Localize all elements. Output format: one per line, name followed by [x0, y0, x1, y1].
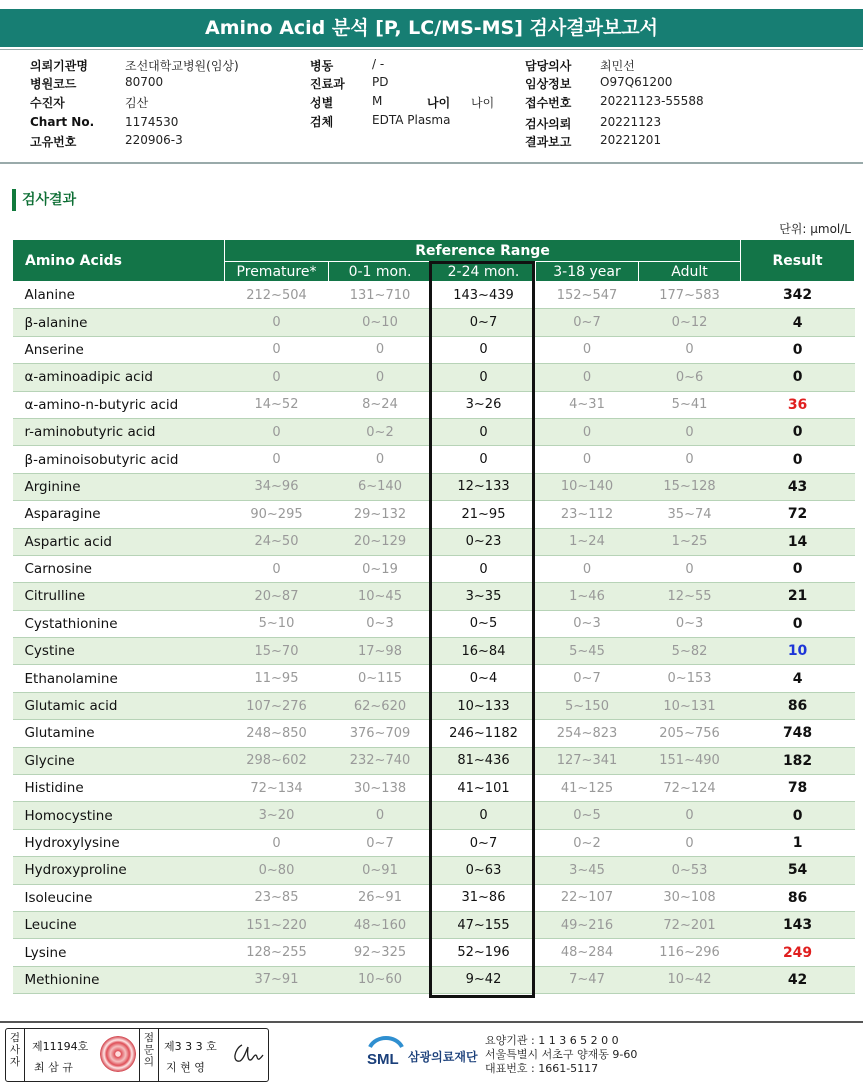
amino-acid-name: Lysine	[13, 939, 225, 966]
amino-acid-name: Asparagine	[13, 501, 225, 528]
reference-range-cell: 0	[329, 364, 432, 391]
report-title: Amino Acid 분석 [P, LC/MS-MS] 검사결과보고서	[0, 9, 863, 47]
info-label: 검체	[310, 115, 334, 129]
reference-range-cell: 48~284	[536, 939, 639, 966]
info-value: 최민선	[600, 59, 635, 73]
reference-range-cell: 23~112	[536, 501, 639, 528]
amino-acid-name: Glutamic acid	[13, 692, 225, 719]
reference-range-cell: 3~35	[432, 583, 536, 610]
reference-range-cell: 52~196	[432, 939, 536, 966]
result-cell: 42	[741, 966, 855, 993]
info-label: 접수번호	[525, 96, 572, 110]
reference-range-cell: 37~91	[225, 966, 329, 993]
divider	[24, 1029, 25, 1081]
info-label: Chart No.	[30, 115, 95, 129]
info-label: 의뢰기관명	[30, 59, 88, 73]
result-cell: 249	[741, 939, 855, 966]
table-row	[13, 336, 855, 363]
reference-range-cell: 31~86	[432, 884, 536, 911]
reference-range-cell: 10~140	[536, 473, 639, 500]
reference-range-cell: 107~276	[225, 692, 329, 719]
reference-range-cell: 22~107	[536, 884, 639, 911]
result-cell: 36	[741, 391, 855, 418]
info-label: 진료과	[310, 77, 345, 91]
reference-range-cell: 0	[639, 336, 741, 363]
amino-acid-name: Arginine	[13, 473, 225, 500]
reference-range-cell: 143~439	[432, 282, 536, 309]
reference-range-cell: 0~12	[639, 309, 741, 336]
reference-range-cell: 0~23	[432, 528, 536, 555]
reference-range-cell: 212~504	[225, 282, 329, 309]
table-row	[13, 720, 855, 747]
reference-range-cell: 10~45	[329, 583, 432, 610]
amino-acid-name: Ethanolamine	[13, 665, 225, 692]
result-cell: 14	[741, 528, 855, 555]
table-row	[13, 555, 855, 582]
reference-range-cell: 8~24	[329, 391, 432, 418]
reference-range-cell: 205~756	[639, 720, 741, 747]
reference-range-cell: 0	[225, 418, 329, 445]
reference-range-cell: 0	[639, 418, 741, 445]
reference-range-cell: 0~63	[432, 857, 536, 884]
result-cell: 4	[741, 665, 855, 692]
reference-range-cell: 5~45	[536, 638, 639, 665]
header-range-2: 2-24 mon.	[432, 262, 536, 282]
reference-range-cell: 0~91	[329, 857, 432, 884]
reference-range-cell: 23~85	[225, 884, 329, 911]
table-row	[13, 446, 855, 473]
result-cell: 342	[741, 282, 855, 309]
reference-range-cell: 0~80	[225, 857, 329, 884]
org-info	[485, 1034, 637, 1076]
reference-range-cell: 0~10	[329, 309, 432, 336]
table-row	[13, 775, 855, 802]
reference-range-cell: 3~45	[536, 857, 639, 884]
result-cell: 0	[741, 336, 855, 363]
table-row	[13, 391, 855, 418]
reference-range-cell: 20~129	[329, 528, 432, 555]
signature-box	[5, 1028, 269, 1082]
reference-range-cell: 72~134	[225, 775, 329, 802]
reference-range-cell: 5~150	[536, 692, 639, 719]
result-cell: 748	[741, 720, 855, 747]
reference-range-cell: 4~31	[536, 391, 639, 418]
info-value: 20221123	[600, 115, 662, 129]
reference-range-cell: 21~95	[432, 501, 536, 528]
reference-range-cell: 90~295	[225, 501, 329, 528]
reference-range-cell: 0	[432, 555, 536, 582]
org-name: 삼광의료재단	[408, 1050, 478, 1064]
reviewer-label: 점문의	[143, 1032, 155, 1068]
reference-range-cell: 0	[225, 336, 329, 363]
reference-range-cell: 0	[225, 364, 329, 391]
reference-range-cell: 0	[432, 446, 536, 473]
table-row	[13, 309, 855, 336]
reference-range-cell: 6~140	[329, 473, 432, 500]
reference-range-cell: 47~155	[432, 911, 536, 938]
reference-range-cell: 1~24	[536, 528, 639, 555]
result-cell: 72	[741, 501, 855, 528]
reference-range-cell: 0	[432, 364, 536, 391]
reference-range-cell: 0	[225, 829, 329, 856]
table-row	[13, 747, 855, 774]
reference-range-cell: 0~5	[432, 610, 536, 637]
table-row	[13, 418, 855, 445]
reference-range-cell: 0~7	[536, 665, 639, 692]
info-value: M	[372, 94, 383, 108]
reference-range-cell: 0~115	[329, 665, 432, 692]
reference-range-cell: 20~87	[225, 583, 329, 610]
amino-acid-name: β-aminoisobutyric acid	[13, 446, 225, 473]
reference-range-cell: 30~138	[329, 775, 432, 802]
reference-range-cell: 0	[225, 309, 329, 336]
amino-acid-name: Anserine	[13, 336, 225, 363]
reference-range-cell: 0	[329, 336, 432, 363]
table-row	[13, 966, 855, 993]
header-range-4: Adult	[639, 262, 741, 282]
reference-range-cell: 16~84	[432, 638, 536, 665]
reference-range-cell: 131~710	[329, 282, 432, 309]
examiner-name: 최 삼 규	[34, 1061, 73, 1074]
table-row	[13, 501, 855, 528]
results-table	[12, 239, 855, 994]
result-cell: 10	[741, 638, 855, 665]
info-value: PD	[372, 75, 389, 89]
table-row	[13, 857, 855, 884]
info-value: 1174530	[125, 115, 179, 129]
reference-range-cell: 298~602	[225, 747, 329, 774]
reference-range-cell: 128~255	[225, 939, 329, 966]
reference-range-cell: 17~98	[329, 638, 432, 665]
amino-acid-name: Histidine	[13, 775, 225, 802]
reference-range-cell: 10~60	[329, 966, 432, 993]
result-cell: 0	[741, 610, 855, 637]
examiner-number: 제11194호	[32, 1040, 89, 1053]
info-value: 20221201	[600, 133, 662, 147]
official-seal	[100, 1036, 136, 1072]
result-cell: 143	[741, 911, 855, 938]
org-info-line: 요양기관 : 1 1 3 6 5 2 0 0	[485, 1034, 619, 1047]
result-cell: 86	[741, 884, 855, 911]
amino-acid-name: r-aminobutyric acid	[13, 418, 225, 445]
reference-range-cell: 41~101	[432, 775, 536, 802]
footer-divider	[0, 1021, 863, 1023]
reference-range-cell: 0~7	[432, 829, 536, 856]
reference-range-cell: 12~133	[432, 473, 536, 500]
org-info-line: 대표번호 : 1661-5117	[485, 1062, 599, 1075]
info-label: 결과보고	[525, 135, 572, 149]
reference-range-cell: 30~108	[639, 884, 741, 911]
reference-range-cell: 248~850	[225, 720, 329, 747]
info-value: 80700	[125, 75, 164, 89]
table-row	[13, 364, 855, 391]
reference-range-cell: 127~341	[536, 747, 639, 774]
info-value: / -	[372, 57, 385, 71]
info-label: 수진자	[30, 96, 65, 110]
patient-info-panel	[0, 49, 863, 164]
table-row	[13, 282, 855, 309]
header-range-1: 0-1 mon.	[329, 262, 432, 282]
reference-range-cell: 0	[639, 446, 741, 473]
examiner-label: 검사자	[9, 1032, 21, 1068]
reference-range-cell: 1~46	[536, 583, 639, 610]
reference-range-cell: 0~2	[536, 829, 639, 856]
table-row	[13, 939, 855, 966]
table-row	[13, 884, 855, 911]
result-cell: 4	[741, 309, 855, 336]
sml-logo-icon	[366, 1033, 406, 1069]
reference-range-cell: 15~70	[225, 638, 329, 665]
info-value: 조선대학교병원(임상)	[125, 59, 239, 73]
reference-range-cell: 0	[536, 555, 639, 582]
header-reference-range: Reference Range	[225, 240, 741, 262]
table-row	[13, 911, 855, 938]
header-range-0: Premature*	[225, 262, 329, 282]
reference-range-cell: 14~52	[225, 391, 329, 418]
table-row	[13, 692, 855, 719]
amino-acid-name: Citrulline	[13, 583, 225, 610]
amino-acid-name: β-alanine	[13, 309, 225, 336]
reference-range-cell: 11~95	[225, 665, 329, 692]
info-label: 검사의뢰	[525, 117, 572, 131]
reference-range-cell: 0	[432, 802, 536, 829]
divider	[158, 1029, 159, 1081]
reference-range-cell: 10~131	[639, 692, 741, 719]
reference-range-cell: 5~41	[639, 391, 741, 418]
reference-range-cell: 376~709	[329, 720, 432, 747]
reference-range-cell: 15~128	[639, 473, 741, 500]
reference-range-cell: 0~7	[432, 309, 536, 336]
reference-range-cell: 9~42	[432, 966, 536, 993]
reference-range-cell: 152~547	[536, 282, 639, 309]
amino-acid-name: Glutamine	[13, 720, 225, 747]
reference-range-cell: 3~20	[225, 802, 329, 829]
info-label: 병동	[310, 59, 334, 73]
amino-acid-name: Cystathionine	[13, 610, 225, 637]
reference-range-cell: 0	[329, 446, 432, 473]
result-cell: 0	[741, 446, 855, 473]
reference-range-cell: 81~436	[432, 747, 536, 774]
table-row	[13, 610, 855, 637]
reference-range-cell: 72~201	[639, 911, 741, 938]
reference-range-cell: 0	[432, 336, 536, 363]
amino-acid-name: Carnosine	[13, 555, 225, 582]
info-label: 임상정보	[525, 77, 572, 91]
reference-range-cell: 246~1182	[432, 720, 536, 747]
svg-text:SML: SML	[367, 1051, 399, 1068]
reference-range-cell: 0	[639, 555, 741, 582]
amino-acid-name: Isoleucine	[13, 884, 225, 911]
reference-range-cell: 5~82	[639, 638, 741, 665]
amino-acid-name: Hydroxyproline	[13, 857, 225, 884]
result-cell: 78	[741, 775, 855, 802]
reference-range-cell: 177~583	[639, 282, 741, 309]
result-cell: 86	[741, 692, 855, 719]
reference-range-cell: 3~26	[432, 391, 536, 418]
signature-mark	[230, 1039, 266, 1069]
result-cell: 1	[741, 829, 855, 856]
reference-range-cell: 0~53	[639, 857, 741, 884]
reference-range-cell: 254~823	[536, 720, 639, 747]
reference-range-cell: 29~132	[329, 501, 432, 528]
section-title: 검사결과	[12, 189, 76, 211]
reference-range-cell: 34~96	[225, 473, 329, 500]
reference-range-cell: 12~55	[639, 583, 741, 610]
table-row	[13, 473, 855, 500]
table-row	[13, 829, 855, 856]
reference-range-cell: 0	[536, 418, 639, 445]
result-cell: 0	[741, 555, 855, 582]
reference-range-cell: 5~10	[225, 610, 329, 637]
info-label: 담당의사	[525, 59, 572, 73]
info-value: EDTA Plasma	[372, 113, 451, 127]
reference-range-cell: 10~42	[639, 966, 741, 993]
reference-range-cell: 0~4	[432, 665, 536, 692]
reference-range-cell: 62~620	[329, 692, 432, 719]
reviewer-name: 지 현 영	[166, 1061, 205, 1074]
reference-range-cell: 0	[536, 446, 639, 473]
info-value: O97Q61200	[600, 75, 673, 89]
reference-range-cell: 0	[639, 802, 741, 829]
reference-range-cell: 72~124	[639, 775, 741, 802]
info-value: 나이	[471, 96, 495, 110]
info-label: 고유번호	[30, 135, 77, 149]
table-row	[13, 583, 855, 610]
reviewer-number: 제3 3 3 호	[164, 1040, 217, 1053]
info-label: 성별	[310, 96, 334, 110]
reference-range-cell: 0	[225, 555, 329, 582]
result-cell: 0	[741, 418, 855, 445]
result-cell: 182	[741, 747, 855, 774]
reference-range-cell: 1~25	[639, 528, 741, 555]
reference-range-cell: 0~3	[329, 610, 432, 637]
reference-range-cell: 0~2	[329, 418, 432, 445]
header-amino-acids: Amino Acids	[13, 240, 225, 282]
info-value: 김산	[125, 96, 149, 110]
reference-range-cell: 0~6	[639, 364, 741, 391]
reference-range-cell: 0	[432, 418, 536, 445]
reference-range-cell: 0~3	[536, 610, 639, 637]
amino-acid-name: α-aminoadipic acid	[13, 364, 225, 391]
amino-acid-name: Homocystine	[13, 802, 225, 829]
result-cell: 43	[741, 473, 855, 500]
unit-label: 단위: μmol/L	[779, 222, 851, 236]
reference-range-cell: 35~74	[639, 501, 741, 528]
result-cell: 0	[741, 364, 855, 391]
amino-acid-name: Glycine	[13, 747, 225, 774]
reference-range-cell: 24~50	[225, 528, 329, 555]
table-row	[13, 638, 855, 665]
reference-range-cell: 10~133	[432, 692, 536, 719]
reference-range-cell: 0	[536, 364, 639, 391]
header-result: Result	[741, 240, 855, 282]
amino-acid-name: Leucine	[13, 911, 225, 938]
org-info-line: 서울특별시 서초구 양재동 9-60	[485, 1048, 638, 1061]
reference-range-cell: 0~19	[329, 555, 432, 582]
reference-range-cell: 0~3	[639, 610, 741, 637]
table-row	[13, 802, 855, 829]
info-label: 나이	[427, 96, 451, 110]
amino-acid-name: Aspartic acid	[13, 528, 225, 555]
reference-range-cell: 151~220	[225, 911, 329, 938]
amino-acid-name: α-amino-n-butyric acid	[13, 391, 225, 418]
reference-range-cell: 151~490	[639, 747, 741, 774]
reference-range-cell: 232~740	[329, 747, 432, 774]
amino-acid-name: Cystine	[13, 638, 225, 665]
amino-acid-name: Hydroxylysine	[13, 829, 225, 856]
reference-range-cell: 41~125	[536, 775, 639, 802]
reference-range-cell: 7~47	[536, 966, 639, 993]
table-row	[13, 528, 855, 555]
result-cell: 21	[741, 583, 855, 610]
reference-range-cell: 0	[329, 802, 432, 829]
info-value: 20221123-55588	[600, 94, 704, 108]
amino-acid-name: Alanine	[13, 282, 225, 309]
results-table-wrapper	[12, 239, 854, 994]
reference-range-cell: 0~5	[536, 802, 639, 829]
amino-acid-name: Methionine	[13, 966, 225, 993]
reference-range-cell: 116~296	[639, 939, 741, 966]
table-row	[13, 665, 855, 692]
reference-range-cell: 0	[225, 446, 329, 473]
divider	[139, 1029, 140, 1081]
reference-range-cell: 48~160	[329, 911, 432, 938]
reference-range-cell: 0	[639, 829, 741, 856]
result-cell: 0	[741, 802, 855, 829]
info-label: 병원코드	[30, 77, 77, 91]
reference-range-cell: 26~91	[329, 884, 432, 911]
reference-range-cell: 49~216	[536, 911, 639, 938]
reference-range-cell: 0~153	[639, 665, 741, 692]
reference-range-cell: 0~7	[536, 309, 639, 336]
result-cell: 54	[741, 857, 855, 884]
header-range-3: 3-18 year	[536, 262, 639, 282]
reference-range-cell: 0~7	[329, 829, 432, 856]
reference-range-cell: 92~325	[329, 939, 432, 966]
reference-range-cell: 0	[536, 336, 639, 363]
info-value: 220906-3	[125, 133, 183, 147]
